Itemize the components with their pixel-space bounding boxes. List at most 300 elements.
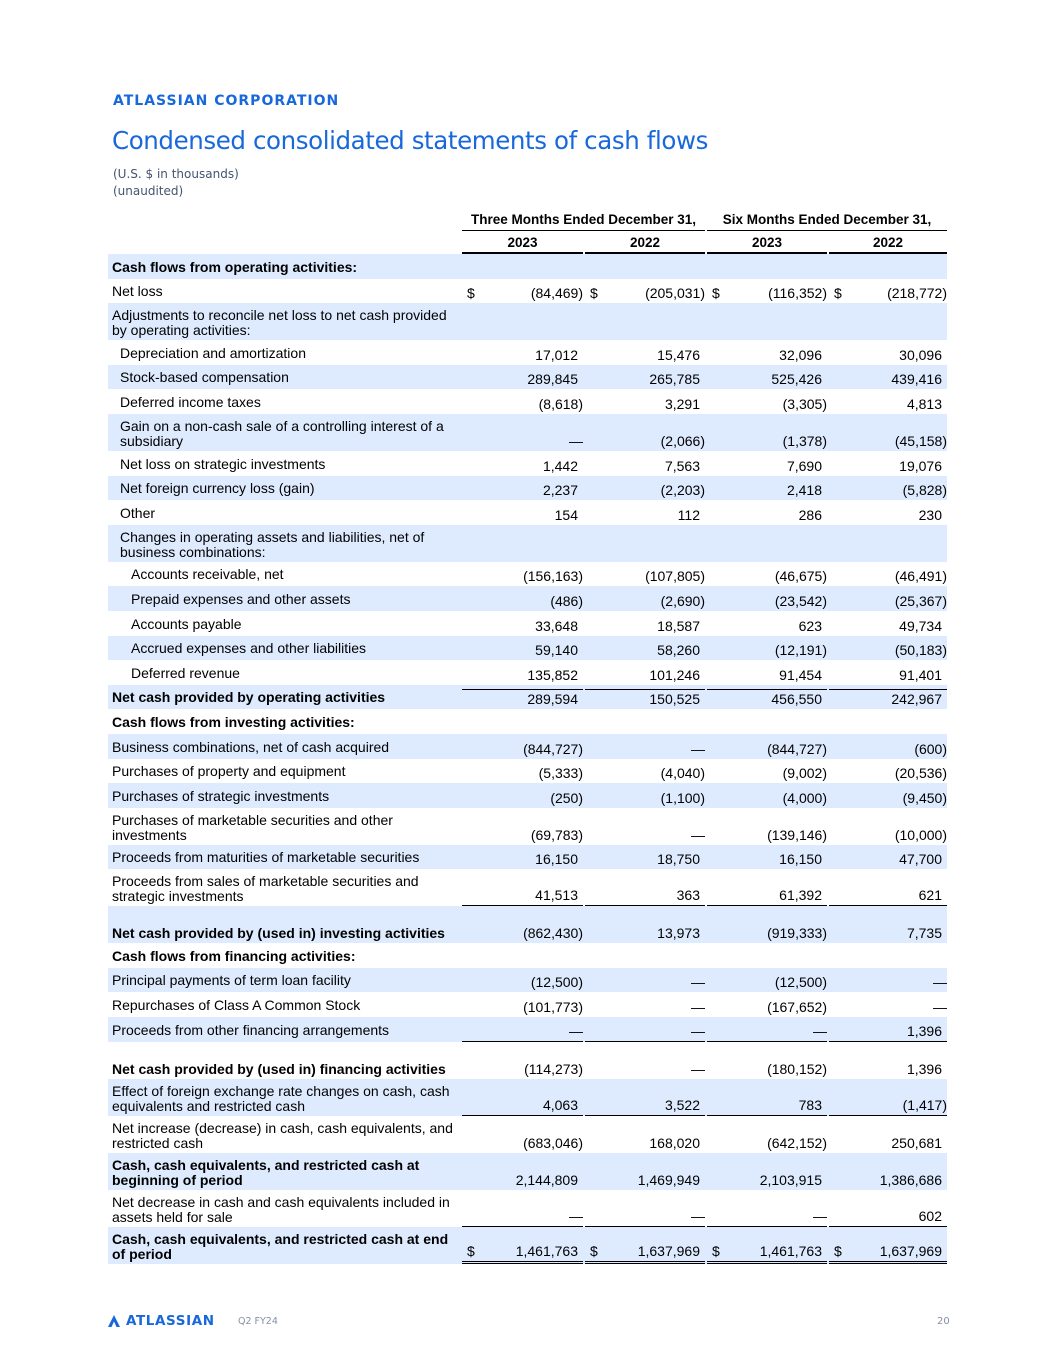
row-label: Net cash provided by operating activities	[112, 689, 386, 706]
value-cell	[829, 1242, 947, 1264]
value-cell	[829, 1060, 947, 1079]
table-row	[108, 254, 947, 279]
value-cell	[707, 789, 827, 808]
value-cell	[585, 850, 705, 869]
value-text: 1,637,969	[637, 1242, 700, 1259]
value-text: 1,469,949	[637, 1171, 700, 1188]
row-label: Gain on a non-cash sale of a controlling interest of a subsidiary	[120, 417, 444, 449]
audit-note: (unaudited)	[113, 184, 184, 198]
row-label: Net foreign currency loss (gain)	[120, 480, 315, 497]
dollar-sign: $	[834, 1242, 842, 1259]
table-row	[108, 389, 947, 414]
value-text: —	[813, 1207, 827, 1224]
value-text: —	[691, 999, 705, 1016]
table-row	[108, 414, 947, 451]
value-text: (2,690)	[660, 592, 705, 609]
value-cell	[707, 973, 827, 992]
value-cell	[829, 886, 947, 906]
value-cell	[829, 592, 947, 611]
value-cell	[585, 1060, 705, 1079]
value-cell	[585, 617, 705, 636]
year-header: 2023	[462, 233, 583, 254]
value-text: (101,773)	[523, 999, 583, 1016]
value-cell	[462, 1096, 583, 1116]
value-cell	[585, 666, 705, 685]
row-label: Stock-based compensation	[120, 369, 289, 386]
value-text: 2,103,915	[759, 1171, 822, 1188]
row-label: Changes in operating assets and liabilities, net of business combinations:	[120, 528, 425, 560]
value-cell	[707, 1207, 827, 1227]
table-row	[108, 340, 947, 365]
value-text: 30,096	[899, 346, 942, 363]
value-cell	[585, 826, 705, 845]
table-row	[108, 451, 947, 476]
value-cell	[707, 689, 827, 709]
table-row	[108, 279, 947, 304]
row-label: Net increase (decrease) in cash, cash equivalents, and restricted cash	[112, 1119, 453, 1151]
table-row	[108, 586, 947, 611]
value-cell	[462, 1171, 583, 1190]
currency-note: (U.S. $ in thousands)	[113, 167, 239, 181]
value-cell	[585, 567, 705, 586]
value-cell	[585, 1242, 705, 1264]
row-label: Cash, cash equivalents, and restricted cash at beginning of period	[112, 1156, 420, 1188]
row-label: Net loss on strategic investments	[120, 455, 326, 472]
value-cell	[585, 481, 705, 500]
value-cell	[462, 284, 583, 303]
value-cell	[462, 432, 583, 451]
value-text: (9,450)	[902, 789, 947, 806]
table-row	[108, 845, 947, 870]
value-text: (12,500)	[774, 974, 827, 991]
value-cell	[585, 506, 705, 525]
value-cell	[585, 370, 705, 389]
value-text: (600)	[914, 740, 947, 757]
value-text: 61,392	[779, 887, 822, 904]
dollar-sign: $	[834, 285, 842, 302]
value-text: 135,852	[527, 666, 578, 683]
value-cell	[707, 641, 827, 660]
value-text: 112	[677, 506, 700, 523]
value-cell	[707, 567, 827, 586]
table-row	[108, 1079, 947, 1116]
value-text: —	[691, 1207, 705, 1224]
value-cell	[707, 1022, 827, 1042]
value-cell	[829, 1134, 947, 1153]
row-label: Effect of foreign exchange rate changes on cash, cash equivalents and restricted cash	[112, 1082, 450, 1114]
value-cell	[707, 924, 827, 943]
value-text: 265,785	[649, 371, 700, 388]
value-cell	[462, 764, 583, 783]
value-cell	[462, 592, 583, 611]
value-cell	[707, 826, 827, 845]
value-cell	[585, 740, 705, 759]
value-cell	[829, 1171, 947, 1190]
value-text: (25,367)	[894, 592, 947, 609]
value-text: 1,396	[906, 1060, 942, 1077]
year-header: 2022	[829, 233, 947, 254]
value-cell	[707, 1096, 827, 1116]
value-text: 621	[918, 887, 942, 904]
row-label: Adjustments to reconcile net loss to net cash provided by operating activities:	[112, 307, 447, 339]
value-text: 289,594	[527, 691, 578, 708]
value-text: —	[813, 1022, 827, 1039]
value-cell	[829, 998, 947, 1017]
value-cell	[585, 1022, 705, 1042]
value-text: (4,000)	[782, 789, 827, 806]
value-text: (5,333)	[538, 765, 583, 782]
table-row	[108, 1042, 947, 1079]
value-cell	[462, 689, 583, 709]
value-cell	[585, 592, 705, 611]
year-header: 2023	[707, 233, 827, 254]
value-cell	[707, 886, 827, 906]
value-cell	[707, 481, 827, 500]
value-text: (844,727)	[767, 740, 827, 757]
value-cell	[829, 457, 947, 476]
value-text: 154	[554, 506, 578, 523]
value-cell	[462, 826, 583, 845]
value-text: —	[933, 999, 947, 1016]
dollar-sign: $	[467, 285, 475, 302]
value-text: (116,352)	[768, 285, 827, 302]
value-text: (107,805)	[645, 568, 705, 585]
row-label: Purchases of marketable securities and other investments	[112, 811, 393, 843]
value-text: —	[691, 974, 705, 991]
value-cell	[829, 1022, 947, 1042]
dollar-sign: $	[467, 1242, 475, 1259]
value-cell	[829, 481, 947, 500]
value-text: 91,454	[779, 666, 822, 683]
value-cell	[829, 395, 947, 414]
value-text: (3,305)	[782, 395, 827, 412]
value-text: 13,973	[657, 925, 700, 942]
value-text: —	[691, 740, 705, 757]
value-text: (20,536)	[894, 765, 947, 782]
value-text: 33,648	[535, 617, 578, 634]
table-row	[108, 365, 947, 390]
row-label: Cash flows from financing activities:	[112, 947, 356, 964]
value-text: (2,203)	[660, 482, 705, 499]
value-cell	[829, 924, 947, 943]
report-period: Q2 FY24	[238, 1316, 278, 1327]
value-text: 289,845	[527, 371, 578, 388]
value-cell	[462, 346, 583, 365]
value-text: (218,772)	[887, 285, 947, 302]
value-text: 602	[918, 1207, 942, 1224]
value-cell	[707, 1060, 827, 1079]
value-cell	[462, 1242, 583, 1264]
table-body	[108, 254, 947, 1264]
value-cell	[462, 506, 583, 525]
value-cell	[707, 617, 827, 636]
value-cell	[585, 924, 705, 943]
value-text: (486)	[550, 592, 583, 609]
value-cell	[829, 284, 947, 303]
table-row	[108, 562, 947, 587]
value-text: 1,637,969	[879, 1242, 942, 1259]
value-text: 242,967	[891, 691, 942, 708]
value-cell	[829, 567, 947, 586]
value-text: 17,012	[535, 346, 578, 363]
page-title: Condensed consolidated statements of cash flows	[112, 126, 708, 155]
value-text: —	[691, 826, 705, 843]
value-text: 2,418	[786, 482, 822, 499]
footer-logo-text: ATLASSIAN	[126, 1313, 215, 1329]
table-row	[108, 1227, 947, 1264]
value-cell	[585, 457, 705, 476]
value-cell	[829, 1207, 947, 1227]
page-number: 20	[937, 1316, 950, 1327]
value-cell	[462, 789, 583, 808]
row-label: Net decrease in cash and cash equivalents included in assets held for sale	[112, 1193, 450, 1225]
value-text: —	[691, 1022, 705, 1039]
value-cell	[829, 432, 947, 451]
value-text: 439,416	[891, 371, 942, 388]
value-cell	[462, 850, 583, 869]
value-text: —	[569, 1022, 583, 1039]
value-cell	[585, 395, 705, 414]
table-row	[108, 734, 947, 759]
value-cell	[829, 764, 947, 783]
table-row	[108, 476, 947, 501]
value-text: (683,046)	[523, 1134, 583, 1151]
table-header-groups	[108, 210, 947, 233]
value-cell	[829, 789, 947, 808]
value-cell	[707, 998, 827, 1017]
value-cell	[829, 506, 947, 525]
value-cell	[829, 740, 947, 759]
value-cell	[462, 1060, 583, 1079]
value-cell	[707, 850, 827, 869]
value-cell	[462, 924, 583, 943]
value-cell	[462, 370, 583, 389]
row-label: Deferred income taxes	[120, 393, 261, 410]
value-text: (844,727)	[523, 740, 583, 757]
value-cell	[829, 973, 947, 992]
value-cell	[829, 666, 947, 685]
value-text: (9,002)	[782, 765, 827, 782]
value-text: (1,417)	[902, 1096, 947, 1113]
value-text: 19,076	[899, 457, 942, 474]
value-text: 1,461,763	[759, 1242, 822, 1259]
row-label: Business combinations, net of cash acquired	[112, 738, 390, 755]
value-cell	[707, 1134, 827, 1153]
dollar-sign: $	[590, 1242, 598, 1259]
table-row	[108, 906, 947, 943]
value-cell	[707, 346, 827, 365]
value-text: (46,675)	[774, 568, 827, 585]
value-text: 230	[918, 506, 942, 523]
value-cell	[707, 432, 827, 451]
table-row	[108, 1190, 947, 1227]
value-cell	[462, 886, 583, 906]
value-text: 4,813	[906, 395, 942, 412]
value-text: 47,700	[899, 851, 942, 868]
value-cell	[585, 998, 705, 1017]
value-cell	[462, 641, 583, 660]
table-row	[108, 611, 947, 636]
row-label: Accrued expenses and other liabilities	[131, 640, 367, 657]
value-text: (862,430)	[523, 925, 583, 942]
value-cell	[585, 1134, 705, 1153]
value-text: 1,396	[906, 1022, 942, 1039]
value-text: (10,000)	[894, 826, 947, 843]
row-label: Cash flows from investing activities:	[112, 713, 355, 730]
value-cell	[462, 567, 583, 586]
value-cell	[829, 826, 947, 845]
table-row	[108, 1116, 947, 1153]
table-row	[108, 869, 947, 906]
value-cell	[585, 789, 705, 808]
table-row	[108, 783, 947, 808]
value-text: —	[569, 432, 583, 449]
value-text: 363	[676, 887, 700, 904]
value-cell	[707, 666, 827, 685]
value-text: (250)	[550, 789, 583, 806]
six-months-header: Six Months Ended December 31,	[707, 210, 947, 231]
value-text: —	[691, 1060, 705, 1077]
value-cell	[829, 370, 947, 389]
value-text: 101,246	[649, 666, 700, 683]
value-text: 7,735	[906, 925, 942, 942]
row-label: Depreciation and amortization	[120, 344, 306, 361]
row-label: Net cash provided by (used in) investing activities	[112, 925, 445, 942]
table-row	[108, 1153, 947, 1190]
value-cell	[585, 1096, 705, 1116]
row-label: Accounts payable	[131, 615, 242, 632]
value-cell	[585, 973, 705, 992]
value-text: (1,378)	[782, 432, 827, 449]
value-text: (23,542)	[774, 592, 827, 609]
table-row	[108, 685, 947, 710]
row-label: Proceeds from other financing arrangements	[112, 1021, 390, 1038]
value-text: 58,260	[657, 642, 700, 659]
value-cell	[585, 1207, 705, 1227]
value-text: (167,652)	[767, 999, 827, 1016]
value-cell	[707, 457, 827, 476]
value-text: (2,066)	[660, 432, 705, 449]
value-text: 41,513	[535, 887, 578, 904]
value-text: 623	[798, 617, 822, 634]
table-header-years	[108, 233, 947, 254]
value-cell	[585, 346, 705, 365]
value-cell	[462, 666, 583, 685]
value-text: 168,020	[649, 1134, 700, 1151]
value-text: 32,096	[779, 346, 822, 363]
value-cell	[829, 641, 947, 660]
value-text: 150,525	[649, 691, 700, 708]
value-text: 783	[798, 1096, 822, 1113]
value-text: 2,237	[542, 482, 578, 499]
value-text: 4,063	[542, 1096, 578, 1113]
value-cell	[707, 284, 827, 303]
value-text: (1,100)	[660, 789, 705, 806]
value-cell	[707, 592, 827, 611]
value-cell	[585, 432, 705, 451]
value-text: 1,461,763	[515, 1242, 578, 1259]
value-cell	[462, 617, 583, 636]
value-cell	[462, 740, 583, 759]
value-text: (84,469)	[530, 285, 583, 302]
value-cell	[707, 506, 827, 525]
value-text: 286	[798, 506, 822, 523]
value-text: (46,491)	[894, 568, 947, 585]
table-row	[108, 968, 947, 993]
row-label: Purchases of property and equipment	[112, 763, 346, 780]
three-months-header: Three Months Ended December 31,	[462, 210, 705, 231]
value-text: 7,690	[786, 457, 822, 474]
value-text: (919,333)	[767, 925, 827, 942]
value-text: (50,183)	[894, 642, 947, 659]
value-text: 456,550	[771, 691, 822, 708]
table-row	[108, 525, 947, 562]
table-row	[108, 759, 947, 784]
table-row	[108, 636, 947, 661]
value-cell	[707, 740, 827, 759]
value-cell	[829, 689, 947, 709]
table-row	[108, 303, 947, 340]
value-cell	[707, 764, 827, 783]
value-text: 16,150	[779, 851, 822, 868]
value-cell	[707, 395, 827, 414]
value-text: (5,828)	[902, 482, 947, 499]
value-cell	[462, 1022, 583, 1042]
value-cell	[829, 850, 947, 869]
value-text: (8,618)	[538, 395, 583, 412]
row-label: Repurchases of Class A Common Stock	[112, 997, 361, 1014]
value-text: 18,587	[657, 617, 700, 634]
dollar-sign: $	[712, 1242, 720, 1259]
table-row	[108, 1017, 947, 1042]
row-label: Prepaid expenses and other assets	[131, 590, 351, 607]
value-cell	[829, 346, 947, 365]
value-text: (139,146)	[767, 826, 827, 843]
value-cell	[707, 1171, 827, 1190]
value-cell	[462, 457, 583, 476]
value-cell	[462, 1134, 583, 1153]
value-cell	[585, 764, 705, 783]
row-label: Net cash provided by (used in) financing activities	[112, 1060, 446, 1077]
row-label: Proceeds from maturities of marketable securities	[112, 849, 420, 866]
value-text: (12,191)	[774, 642, 827, 659]
value-text: 16,150	[535, 851, 578, 868]
value-text: 3,522	[664, 1096, 700, 1113]
value-text: 3,291	[664, 395, 700, 412]
value-text: 1,442	[542, 457, 578, 474]
value-text: 49,734	[899, 617, 942, 634]
atlassian-logo-icon	[107, 1314, 121, 1328]
value-text: (45,158)	[894, 432, 947, 449]
value-text: (180,152)	[767, 1060, 827, 1077]
value-cell	[462, 998, 583, 1017]
value-text: 1,386,686	[879, 1171, 942, 1188]
value-cell	[585, 1171, 705, 1190]
row-label: Purchases of strategic investments	[112, 787, 330, 804]
table-row	[108, 500, 947, 525]
value-text: (205,031)	[645, 285, 705, 302]
value-text: 18,750	[657, 851, 700, 868]
value-cell	[462, 395, 583, 414]
table-row	[108, 992, 947, 1017]
row-label: Accounts receivable, net	[131, 566, 284, 583]
value-cell	[829, 617, 947, 636]
value-text: 91,401	[899, 666, 942, 683]
footer-logo	[107, 1313, 215, 1329]
value-text: —	[569, 1207, 583, 1224]
value-text: (69,783)	[530, 826, 583, 843]
table-row	[108, 808, 947, 845]
